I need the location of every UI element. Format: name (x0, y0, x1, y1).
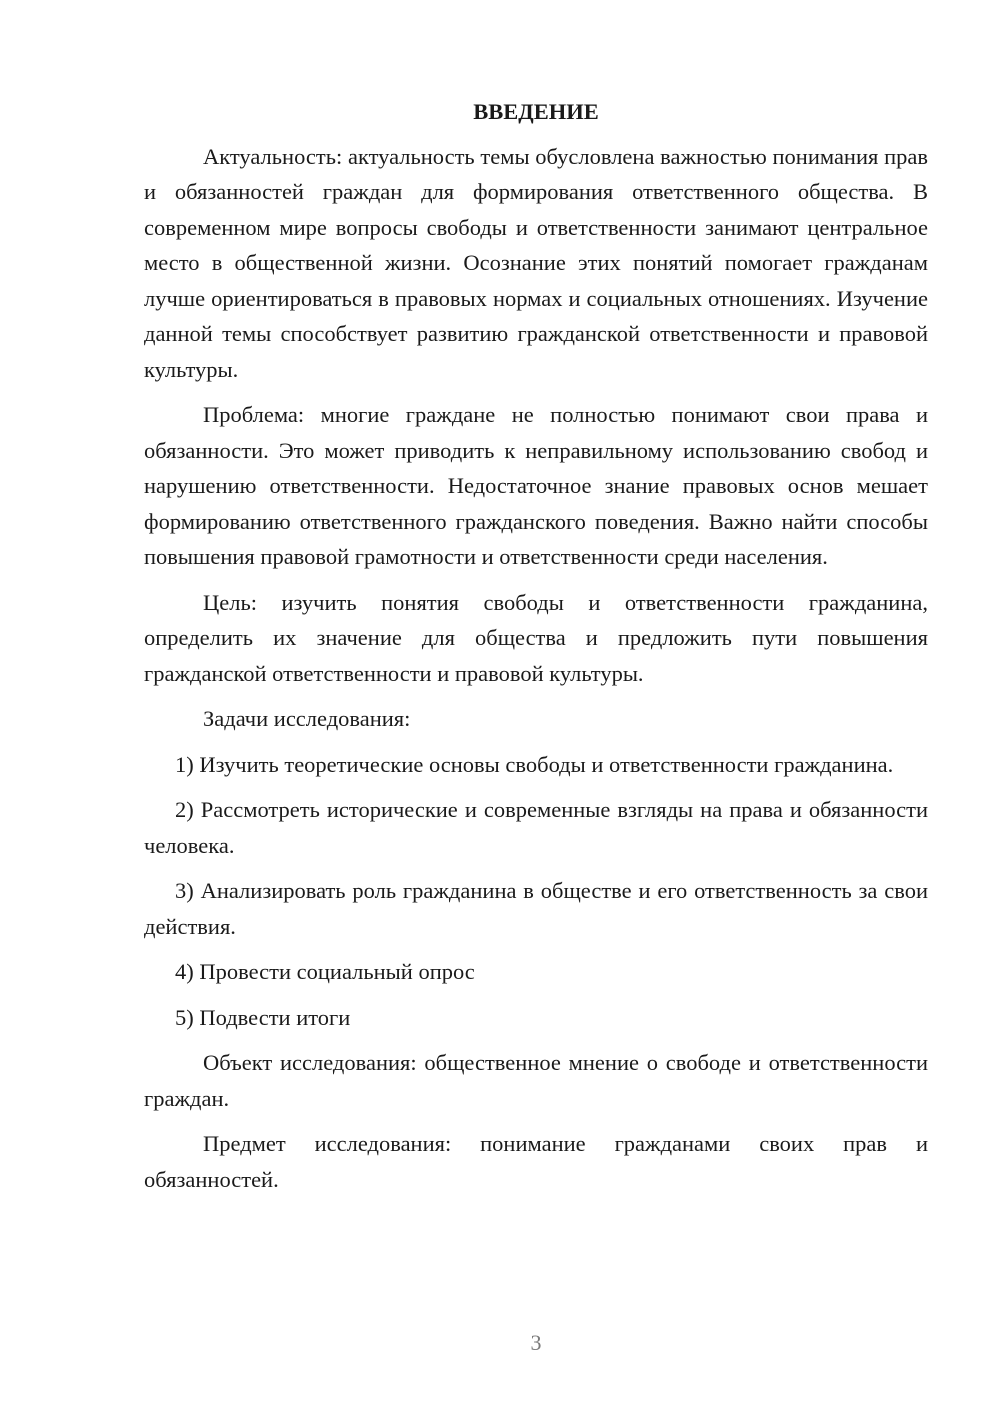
paragraph-object: Объект исследования: общественное мнение о свободе и ответственности граждан. (144, 1050, 928, 1111)
paragraph-problem: Проблема: многие граждане не полностью понимают свои права и обязанности. Это может приводить к неправильному использованию свобод и нарушению ответственности. Недостаточное знание правовых основ мешает формированию ответственного гражданского поведения. Важно найти способы повышения правовой грамотности и ответственности среди населения. (144, 402, 928, 569)
task-item: 1) Изучить теоретические основы свободы и ответственности гражданина. (175, 751, 894, 777)
task-item: 5) Подвести итоги (175, 1004, 351, 1030)
section-title: ВВЕДЕНИЕ (473, 99, 599, 124)
task-item: 3) Анализировать роль гражданина в обществе и его ответственность за свои действия. (144, 878, 928, 939)
task-item: 2) Рассмотреть исторические и современные взгляды на права и обязанности человека. (144, 797, 928, 858)
task-item: 4) Провести социальный опрос (175, 959, 475, 984)
page-number: 3 (530, 1330, 542, 1355)
paragraph-goal: Цель: изучить понятия свободы и ответственности гражданина, определить их значение для общества и предложить пути повышения гражданской ответственности и правовой культуры. (144, 589, 928, 686)
paragraph-relevance: Актуальность: актуальность темы обусловлена важностью понимания прав и обязанностей граждан для формирования ответственного общества. В современном мире вопросы свободы и ответственности занимают центральное место в общественной жизни. Осознание этих понятий помогает гражданам лучше ориентироваться в правовых нормах и социальных отношениях. Изучение данной темы способствует развитию гражданской ответственности и правовой культуры. (144, 143, 928, 382)
paragraph-subject: Предмет исследования: понимание гражданами своих прав и обязанностей. (144, 1131, 928, 1192)
page-content (144, 94, 928, 1207)
tasks-heading: Задачи исследования: (203, 706, 411, 731)
